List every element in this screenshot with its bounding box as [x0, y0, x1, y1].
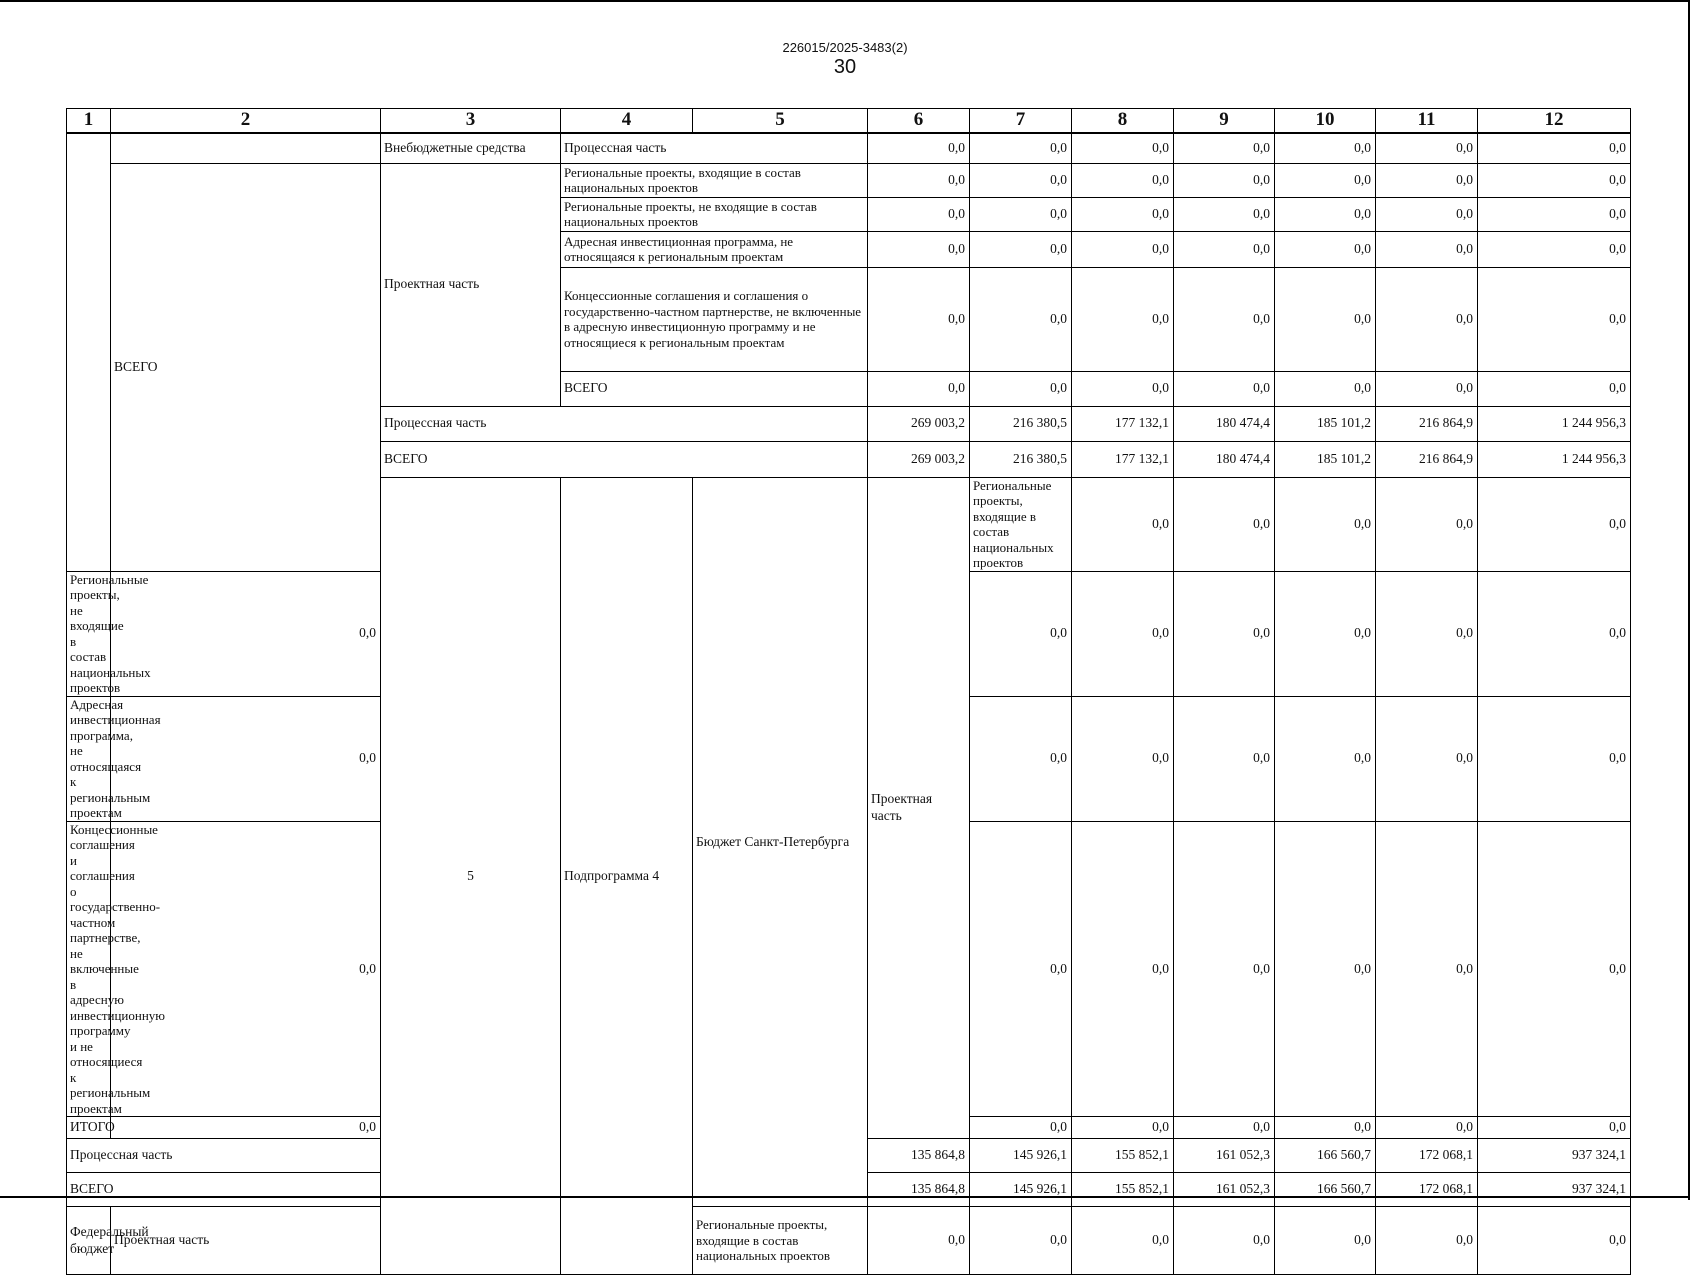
column-header: 10: [1275, 109, 1376, 134]
part-cell: Процессная часть: [561, 133, 868, 163]
value-cell: 0,0: [1275, 231, 1376, 267]
value-cell: 0,0: [1478, 163, 1631, 197]
value-cell: 0,0: [1072, 133, 1174, 163]
value-cell: 0,0: [1478, 133, 1631, 163]
value-cell: 135 864,8: [868, 1173, 970, 1207]
value-cell: 0,0: [1174, 696, 1275, 821]
value-cell: 0,0: [1072, 477, 1174, 571]
value-cell: 161 052,3: [1174, 1173, 1275, 1207]
funding-source-cell: Федеральный бюджет: [67, 1207, 111, 1275]
value-cell: 166 560,7: [1275, 1139, 1376, 1173]
column-header: 12: [1478, 109, 1631, 134]
value-cell: 0,0: [970, 1117, 1072, 1139]
column-header: 5: [693, 109, 868, 134]
value-cell: 0,0: [1376, 267, 1478, 371]
value-cell: 0,0: [1478, 477, 1631, 571]
item-label-cell: Региональные проекты, входящие в состав национальных проектов: [693, 1207, 868, 1275]
value-cell: 0,0: [970, 1207, 1072, 1275]
funding-source-cell: Бюджет Санкт-Петербурга: [693, 477, 868, 1207]
value-cell: 0,0: [1072, 571, 1174, 696]
column-header: 3: [381, 109, 561, 134]
value-cell: 0,0: [1275, 1117, 1376, 1139]
value-cell: 172 068,1: [1376, 1173, 1478, 1207]
value-cell: 0,0: [868, 133, 970, 163]
value-cell: 0,0: [1478, 231, 1631, 267]
item-label-cell: Региональные проекты, входящие в состав национальных проектов: [970, 477, 1072, 571]
value-cell: 0,0: [1072, 231, 1174, 267]
table-row: [67, 133, 1631, 163]
value-cell: 0,0: [868, 197, 970, 231]
value-cell: 1 244 956,3: [1478, 406, 1631, 441]
value-cell: 0,0: [1376, 821, 1478, 1117]
value-cell: 155 852,1: [1072, 1139, 1174, 1173]
value-cell: 155 852,1: [1072, 1173, 1174, 1207]
value-cell: 0,0: [1275, 1207, 1376, 1275]
value-cell: 0,0: [1174, 371, 1275, 406]
value-cell: 0,0: [1174, 1117, 1275, 1139]
value-cell: 0,0: [1478, 1117, 1631, 1139]
funding-part-cell: Проектная часть: [111, 1207, 381, 1275]
value-cell: 937 324,1: [1478, 1139, 1631, 1173]
value-cell: 0,0: [970, 197, 1072, 231]
value-cell: 0,0: [970, 696, 1072, 821]
value-cell: 0,0: [868, 267, 970, 371]
value-cell: 161 052,3: [1174, 1139, 1275, 1173]
row-name-cell: Подпрограмма 4: [561, 477, 693, 1275]
scan-frame-top: [0, 0, 1690, 2]
funding-part-cell: Проектная часть: [868, 477, 970, 1139]
row-name-cell: [111, 133, 381, 163]
value-cell: 216 380,5: [970, 441, 1072, 477]
value-cell: 0,0: [1376, 1117, 1478, 1139]
value-cell: 0,0: [1376, 133, 1478, 163]
value-cell: 0,0: [1478, 267, 1631, 371]
item-label-cell: Региональные проекты, входящие в состав национальных проектов: [561, 163, 868, 197]
value-cell: 177 132,1: [1072, 406, 1174, 441]
value-cell: 0,0: [1478, 1207, 1631, 1275]
column-header-row: [67, 109, 1631, 134]
value-cell: 0,0: [1275, 133, 1376, 163]
value-cell: 0,0: [1376, 371, 1478, 406]
value-cell: 0,0: [1478, 821, 1631, 1117]
row-name-cell: ВСЕГО: [111, 163, 381, 571]
value-cell: 0,0: [1174, 477, 1275, 571]
value-cell: 0,0: [1174, 231, 1275, 267]
value-cell: 0,0: [1072, 696, 1174, 821]
value-cell: 0,0: [1275, 267, 1376, 371]
value-cell: 0,0: [1275, 197, 1376, 231]
value-cell: 0,0: [1072, 371, 1174, 406]
item-label-cell: Региональные проекты, не входящие в состав национальных проектов: [67, 571, 111, 696]
value-cell: 0,0: [1376, 477, 1478, 571]
value-cell: 0,0: [111, 821, 381, 1117]
value-cell: 0,0: [868, 371, 970, 406]
value-cell: 180 474,4: [1174, 406, 1275, 441]
value-cell: 269 003,2: [868, 441, 970, 477]
value-cell: 269 003,2: [868, 406, 970, 441]
value-cell: 166 560,7: [1275, 1173, 1376, 1207]
value-cell: 0,0: [1174, 821, 1275, 1117]
value-cell: 0,0: [1174, 1207, 1275, 1275]
part-cell: Процессная часть: [381, 406, 868, 441]
value-cell: 0,0: [1072, 1117, 1174, 1139]
value-cell: 0,0: [1174, 197, 1275, 231]
value-cell: 0,0: [970, 371, 1072, 406]
item-label-cell: Адресная инвестиционная программа, не относящаяся к региональным проектам: [561, 231, 868, 267]
value-cell: 0,0: [1174, 267, 1275, 371]
value-cell: 216 380,5: [970, 406, 1072, 441]
value-cell: 0,0: [111, 696, 381, 821]
value-cell: 177 132,1: [1072, 441, 1174, 477]
registration-number: 226015/2025-3483(2): [782, 40, 908, 55]
value-cell: 0,0: [1072, 163, 1174, 197]
value-cell: 0,0: [1072, 197, 1174, 231]
value-cell: 0,0: [1275, 477, 1376, 571]
page-number: 30: [833, 56, 857, 78]
value-cell: 185 101,2: [1275, 441, 1376, 477]
value-cell: 216 864,9: [1376, 441, 1478, 477]
value-cell: 0,0: [1072, 1207, 1174, 1275]
funding-source-cell: Внебюджетные средства: [381, 133, 561, 163]
column-header: 9: [1174, 109, 1275, 134]
table-row: [67, 1207, 1631, 1275]
item-label-cell: ВСЕГО: [561, 371, 868, 406]
value-cell: 0,0: [1275, 571, 1376, 696]
column-header: 11: [1376, 109, 1478, 134]
value-cell: 0,0: [1072, 267, 1174, 371]
value-cell: 0,0: [1376, 696, 1478, 821]
value-cell: 0,0: [970, 821, 1072, 1117]
value-cell: 0,0: [1275, 371, 1376, 406]
item-label-cell: Адресная инвестиционная программа, не относящаяся к региональным проектам: [67, 696, 111, 821]
part-cell: ВСЕГО: [381, 441, 868, 477]
funding-part-cell: Проектная часть: [381, 163, 561, 406]
value-cell: 0,0: [1376, 571, 1478, 696]
value-cell: 0,0: [1275, 163, 1376, 197]
column-header: 4: [561, 109, 693, 134]
value-cell: 1 244 956,3: [1478, 441, 1631, 477]
value-cell: 0,0: [1478, 571, 1631, 696]
value-cell: 0,0: [868, 163, 970, 197]
value-cell: 0,0: [111, 571, 381, 696]
value-cell: 0,0: [1275, 821, 1376, 1117]
value-cell: 0,0: [970, 163, 1072, 197]
value-cell: 145 926,1: [970, 1139, 1072, 1173]
value-cell: 180 474,4: [1174, 441, 1275, 477]
column-header: 7: [970, 109, 1072, 134]
value-cell: 135 864,8: [868, 1139, 970, 1173]
column-header: 8: [1072, 109, 1174, 134]
value-cell: 0,0: [868, 1207, 970, 1275]
item-label-cell: Концессионные соглашения и соглашения о государственно-частном партнерстве, не включенные в адресную инвестиционную программу и не относящиеся к региональным проектам: [561, 267, 868, 371]
value-cell: 0,0: [1174, 163, 1275, 197]
item-label-cell: ИТОГО: [67, 1117, 111, 1139]
value-cell: 0,0: [1072, 821, 1174, 1117]
value-cell: 0,0: [1376, 163, 1478, 197]
value-cell: 0,0: [970, 571, 1072, 696]
value-cell: 0,0: [111, 1117, 381, 1139]
column-header: 2: [111, 109, 381, 134]
column-header: 6: [868, 109, 970, 134]
value-cell: 0,0: [1376, 197, 1478, 231]
row-number-cell: [67, 133, 111, 571]
value-cell: 185 101,2: [1275, 406, 1376, 441]
value-cell: 0,0: [1376, 231, 1478, 267]
row-number-cell: 5: [381, 477, 561, 1275]
value-cell: 0,0: [1478, 371, 1631, 406]
item-label-cell: Концессионные соглашения и соглашения о государственно-частном партнерстве, не включенные в адресную инвестиционную программу и не относящиеся к региональным проектам: [67, 821, 111, 1117]
value-cell: 0,0: [1174, 571, 1275, 696]
table-row: [67, 163, 1631, 197]
value-cell: 0,0: [1478, 696, 1631, 821]
value-cell: 0,0: [868, 231, 970, 267]
part-cell: Процессная часть: [67, 1139, 381, 1173]
value-cell: 0,0: [1376, 1207, 1478, 1275]
value-cell: 0,0: [970, 231, 1072, 267]
part-cell: ВСЕГО: [67, 1173, 381, 1207]
column-header: 1: [67, 109, 111, 134]
value-cell: 937 324,1: [1478, 1173, 1631, 1207]
value-cell: 0,0: [1275, 696, 1376, 821]
value-cell: 0,0: [970, 133, 1072, 163]
value-cell: 145 926,1: [970, 1173, 1072, 1207]
value-cell: 216 864,9: [1376, 406, 1478, 441]
item-label-cell: Региональные проекты, не входящие в состав национальных проектов: [561, 197, 868, 231]
budget-table: [66, 108, 1631, 1275]
value-cell: 172 068,1: [1376, 1139, 1478, 1173]
value-cell: 0,0: [1174, 133, 1275, 163]
value-cell: 0,0: [970, 267, 1072, 371]
value-cell: 0,0: [1478, 197, 1631, 231]
